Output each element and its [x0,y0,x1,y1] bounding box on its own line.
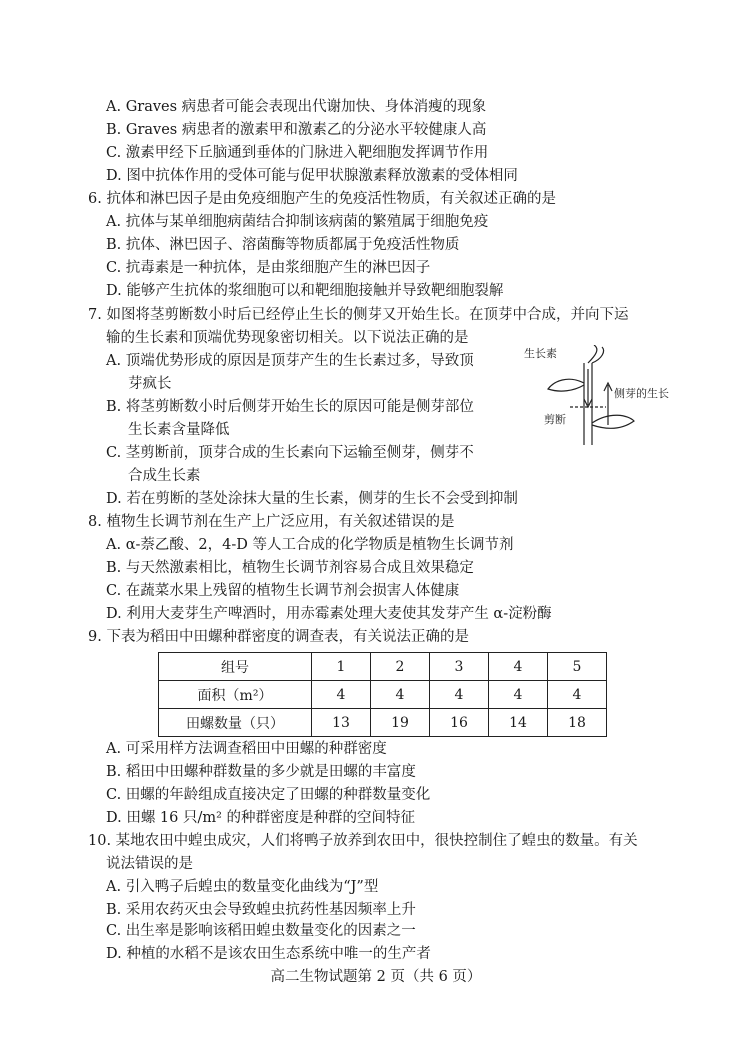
q5-option-c: C. 激素甲经下丘脑通到垂体的门脉进入靶细胞发挥调节作用 [106,145,489,161]
table-header-area: 面积（m²） [159,681,312,709]
q7-stem-line2: 输的生长素和顶端优势现象密切相关。以下说法正确的是 [106,330,469,346]
table-cell: 13 [312,709,371,737]
q10-option-a: A. 引入鸭子后蝗虫的数量变化曲线为“J”型 [106,879,379,895]
q7-option-c: C. 茎剪断前，顶芽合成的生长素向下运输至侧芽，侧芽不 [106,445,474,461]
table-cell: 1 [312,653,371,681]
q9-option-a: A. 可采用样方法调查稻田中田螺的种群密度 [106,741,387,757]
figure-label-auxin: 生长素 [524,348,557,360]
plant-stem-figure [520,345,692,449]
q6-option-c: C. 抗毒素是一种抗体，是由浆细胞产生的淋巴因子 [106,260,431,276]
q7-stem-line1: 7. 如图将茎剪断数小时后已经停止生长的侧芽又开始生长。在顶芽中合成，并向下运 [88,307,629,323]
table-cell: 2 [371,653,430,681]
figure-label-cut: 剪断 [544,414,566,426]
q5-option-d: D. 图中抗体作用的受体可能与促甲状腺激素释放激素的受体相同 [106,168,518,184]
table-cell: 4 [489,681,548,709]
q10-stem-line1: 10. 某地农田中蝗虫成灾，人们将鸭子放养到农田中，很快控制住了蝗虫的数量。有关 [88,833,638,849]
table-cell: 4 [371,681,430,709]
table-cell: 18 [548,709,607,737]
table-cell: 5 [548,653,607,681]
table-header-count: 田螺数量（只） [159,709,312,737]
q8-option-d: D. 利用大麦芽生产啤酒时，用赤霉素处理大麦使其发芽产生 α-淀粉酶 [106,606,552,622]
q9-option-b: B. 稻田中田螺种群数量的多少就是田螺的丰富度 [106,764,416,780]
page-footer: 高二生物试题第 2 页（共 6 页） [270,969,482,985]
q8-option-a: A. α-萘乙酸、2，4-D 等人工合成的化学物质是植物生长调节剂 [106,537,514,553]
table-cell: 4 [489,653,548,681]
snail-density-table [158,652,607,737]
table-cell: 4 [312,681,371,709]
q10-option-d: D. 种植的水稻不是该农田生态系统中唯一的生产者 [106,946,431,962]
table-cell: 16 [430,709,489,737]
q8-option-c: C. 在蔬菜水果上残留的植物生长调节剂会损害人体健康 [106,583,460,599]
q9-stem: 9. 下表为稻田中田螺种群密度的调查表，有关说法正确的是 [88,629,469,645]
q7-option-a-cont: 芽疯长 [128,376,172,392]
q10-stem-line2: 说法错误的是 [106,856,193,872]
q8-option-b: B. 与天然激素相比，植物生长调节剂容易合成且效果稳定 [106,560,474,576]
table-row [159,709,607,737]
q5-option-a: A. Graves 病患者可能会表现出代谢加快、身体消瘦的现象 [106,99,487,115]
table-cell: 4 [548,681,607,709]
q9-option-d: D. 田螺 16 只/m² 的种群密度是种群的空间特征 [106,810,416,826]
q10-option-b: B. 采用农药灭虫会导致蝗虫抗药性基因频率上升 [106,902,416,918]
q7-option-d: D. 若在剪断的茎处涂抹大量的生长素，侧芽的生长不会受到抑制 [106,491,518,507]
table-row [159,681,607,709]
q8-stem: 8. 植物生长调节剂在生产上广泛应用，有关叙述错误的是 [88,514,455,530]
q7-option-c-cont: 合成生长素 [128,468,201,484]
q6-option-b: B. 抗体、淋巴因子、溶菌酶等物质都属于免疫活性物质 [106,237,460,253]
q7-option-a: A. 顶端优势形成的原因是顶芽产生的生长素过多，导致顶 [106,353,474,369]
q6-stem: 6. 抗体和淋巴因子是由免疫细胞产生的免疫活性物质，有关叙述正确的是 [88,191,556,207]
table-cell: 19 [371,709,430,737]
q6-option-a: A. 抗体与某单细胞病菌结合抑制该病菌的繁殖属于细胞免疫 [106,214,489,230]
table-header-group: 组号 [159,653,312,681]
table-cell: 4 [430,681,489,709]
q10-option-c: C. 出生率是影响该稻田蝗虫数量变化的因素之一 [106,923,416,939]
table-row [159,653,607,681]
q7-option-b: B. 将茎剪断数小时后侧芽开始生长的原因可能是侧芽部位 [106,399,474,415]
figure-label-lateral-bud: 侧芽的生长 [614,388,669,400]
q9-option-c: C. 田螺的年龄组成直接决定了田螺的种群数量变化 [106,787,431,803]
table-cell: 14 [489,709,548,737]
q5-option-b: B. Graves 病患者的激素甲和激素乙的分泌水平较健康人高 [106,122,487,138]
q6-option-d: D. 能够产生抗体的浆细胞可以和靶细胞接触并导致靶细胞裂解 [106,283,504,299]
q7-option-b-cont: 生长素含量降低 [128,422,230,438]
table-cell: 3 [430,653,489,681]
